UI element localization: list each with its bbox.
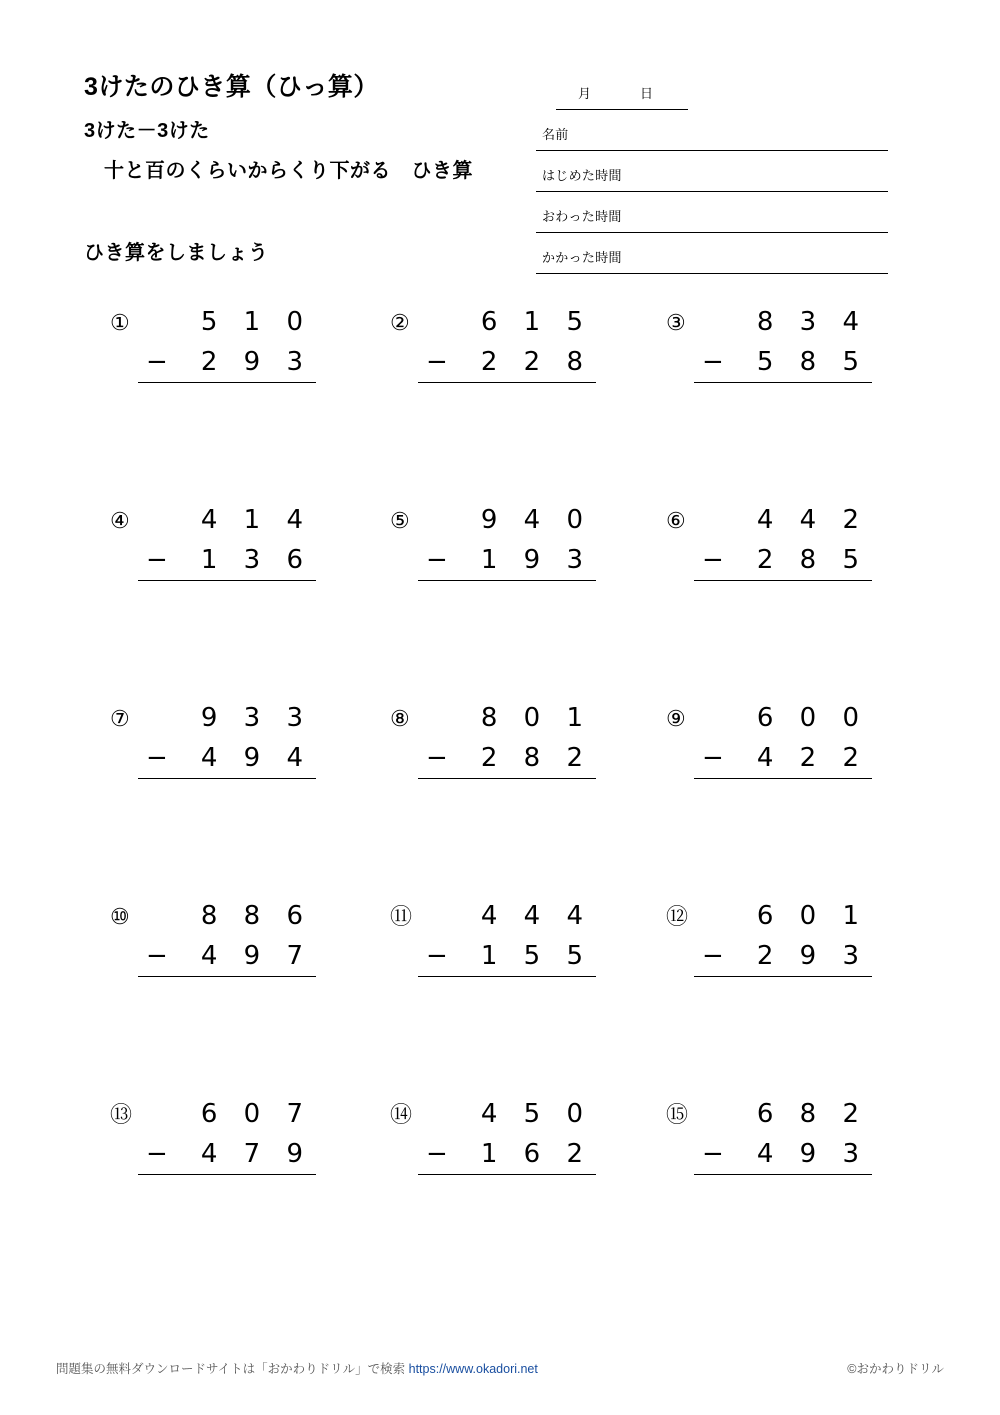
subtrahend-row (138, 1134, 316, 1175)
problem-item (652, 890, 932, 1000)
problem-number: ⑦ (110, 706, 130, 731)
date-row[interactable] (536, 76, 888, 110)
minus-operator: − (426, 347, 448, 377)
problem-number: ⑭ (390, 1102, 413, 1127)
problem-item (652, 1088, 932, 1198)
subtrahend: 4 9 4 (200, 743, 312, 773)
problem-number: ⑤ (390, 508, 410, 533)
subtrahend-row (418, 1134, 596, 1175)
vertical-calculation (138, 896, 316, 977)
subtrahend: 1 5 5 (480, 941, 592, 971)
minus-operator: − (702, 347, 724, 377)
minuend: 5 1 0 (200, 307, 312, 337)
minuend: 8 3 4 (756, 307, 868, 337)
subtrahend: 2 8 2 (480, 743, 592, 773)
subtrahend-row (418, 936, 596, 977)
page-header (0, 0, 1000, 265)
problem-row (0, 494, 1000, 692)
minus-operator: − (426, 743, 448, 773)
title-block (84, 72, 524, 183)
name-row[interactable] (536, 110, 888, 151)
footer-credit (56, 1359, 538, 1377)
subtrahend-row (694, 1134, 872, 1175)
subtrahend-row (694, 540, 872, 581)
student-info-box (536, 76, 888, 274)
minus-operator: − (146, 743, 168, 773)
problem-number: ⑪ (390, 904, 413, 929)
problem-row (0, 692, 1000, 890)
minuend: 8 0 1 (480, 703, 592, 733)
minuend: 6 0 7 (200, 1099, 312, 1129)
subtrahend: 4 9 7 (200, 941, 312, 971)
problem-item (652, 692, 932, 802)
problem-number: ① (110, 310, 130, 335)
subtrahend-row (138, 342, 316, 383)
problem-item (376, 494, 656, 604)
minuend: 8 8 6 (200, 901, 312, 931)
problem-number: ② (390, 310, 410, 335)
problem-number: ⑬ (110, 1102, 133, 1127)
page-subtitle-description: 十と百のくらいからくり下がる ひき算 (104, 160, 473, 183)
minuend: 6 8 2 (756, 1099, 868, 1129)
problem-item (652, 296, 932, 406)
problem-item (376, 692, 656, 802)
minuend: 9 3 3 (200, 703, 312, 733)
problem-number: ⑮ (666, 1102, 689, 1127)
problem-row (0, 890, 1000, 1088)
subtrahend: 2 9 3 (200, 347, 312, 377)
problem-row (0, 296, 1000, 494)
minus-operator: − (702, 1139, 724, 1169)
subtrahend-row (138, 540, 316, 581)
subtrahend: 2 9 3 (756, 941, 868, 971)
minus-operator: − (426, 545, 448, 575)
subtrahend-row (694, 342, 872, 383)
minuend: 4 1 4 (200, 505, 312, 535)
problem-row (0, 1088, 1000, 1286)
minus-operator: − (146, 941, 168, 971)
subtrahend-row (138, 738, 316, 779)
problem-item (376, 1088, 656, 1198)
problem-number: ⑩ (110, 904, 130, 929)
name-label: 名前 (542, 127, 569, 142)
subtrahend: 4 2 2 (756, 743, 868, 773)
vertical-calculation (418, 500, 596, 581)
subtrahend: 5 8 5 (756, 347, 868, 377)
problem-number: ⑧ (390, 706, 410, 731)
subtrahend: 4 7 9 (200, 1139, 312, 1169)
subtrahend-row (418, 540, 596, 581)
subtrahend-row (418, 738, 596, 779)
subtrahend: 1 9 3 (480, 545, 592, 575)
problem-item (96, 1088, 376, 1198)
minuend: 6 0 1 (756, 901, 868, 931)
minuend: 9 4 0 (480, 505, 592, 535)
problem-number: ③ (666, 310, 686, 335)
vertical-calculation (694, 302, 872, 383)
minus-operator: − (702, 941, 724, 971)
subtrahend-row (694, 738, 872, 779)
footer-credit-text: 問題集の無料ダウンロードサイトは「おかわりドリル」で検索 (56, 1362, 406, 1376)
vertical-calculation (138, 1094, 316, 1175)
problem-item (96, 890, 376, 1000)
subtrahend-row (694, 936, 872, 977)
vertical-calculation (138, 500, 316, 581)
vertical-calculation (694, 500, 872, 581)
vertical-calculation (418, 302, 596, 383)
elapsed-time-row[interactable] (536, 233, 888, 274)
vertical-calculation (138, 698, 316, 779)
page-footer (0, 1359, 1000, 1379)
start-time-row[interactable] (536, 151, 888, 192)
vertical-calculation (138, 302, 316, 383)
problem-item (96, 692, 376, 802)
subtrahend-row (418, 342, 596, 383)
problem-item (652, 494, 932, 604)
end-time-row[interactable] (536, 192, 888, 233)
minus-operator: − (426, 1139, 448, 1169)
minus-operator: − (146, 545, 168, 575)
minus-operator: − (146, 347, 168, 377)
vertical-calculation (418, 1094, 596, 1175)
day-label: 日 (640, 86, 654, 101)
problem-number: ④ (110, 508, 130, 533)
subtrahend: 1 6 2 (480, 1139, 592, 1169)
footer-copyright: ©おかわりドリル (847, 1362, 944, 1376)
problem-number: ⑨ (666, 706, 686, 731)
vertical-calculation (418, 896, 596, 977)
subtrahend: 2 8 5 (756, 545, 868, 575)
problem-item (96, 494, 376, 604)
vertical-calculation (418, 698, 596, 779)
minus-operator: − (702, 743, 724, 773)
minuend: 4 4 2 (756, 505, 868, 535)
vertical-calculation (694, 698, 872, 779)
minuend: 4 4 4 (480, 901, 592, 931)
subtrahend-row (138, 936, 316, 977)
footer-url[interactable]: https://www.okadori.net (408, 1362, 538, 1376)
end-time-label: おわった時間 (542, 209, 622, 224)
problem-item (376, 890, 656, 1000)
problem-grid (0, 296, 1000, 1286)
problem-number: ⑫ (666, 904, 689, 929)
minus-operator: − (146, 1139, 168, 1169)
month-label: 月 (578, 86, 592, 101)
minuend: 6 0 0 (756, 703, 868, 733)
problem-number: ⑥ (666, 508, 686, 533)
minuend: 6 1 5 (480, 307, 592, 337)
page-title: 3けたのひき算（ひっ算） (84, 73, 379, 101)
minus-operator: − (702, 545, 724, 575)
elapsed-time-label: かかった時間 (542, 250, 622, 265)
subtrahend: 2 2 8 (480, 347, 592, 377)
vertical-calculation (694, 896, 872, 977)
subtrahend: 1 3 6 (200, 545, 312, 575)
minuend: 4 5 0 (480, 1099, 592, 1129)
start-time-label: はじめた時間 (542, 168, 622, 183)
problem-item (96, 296, 376, 406)
vertical-calculation (694, 1094, 872, 1175)
minus-operator: − (426, 941, 448, 971)
subtrahend: 4 9 3 (756, 1139, 868, 1169)
problem-item (376, 296, 656, 406)
instruction-text: ひき算をしましょう (84, 242, 269, 264)
page-subtitle-digits: 3けた－3けた (84, 120, 210, 143)
